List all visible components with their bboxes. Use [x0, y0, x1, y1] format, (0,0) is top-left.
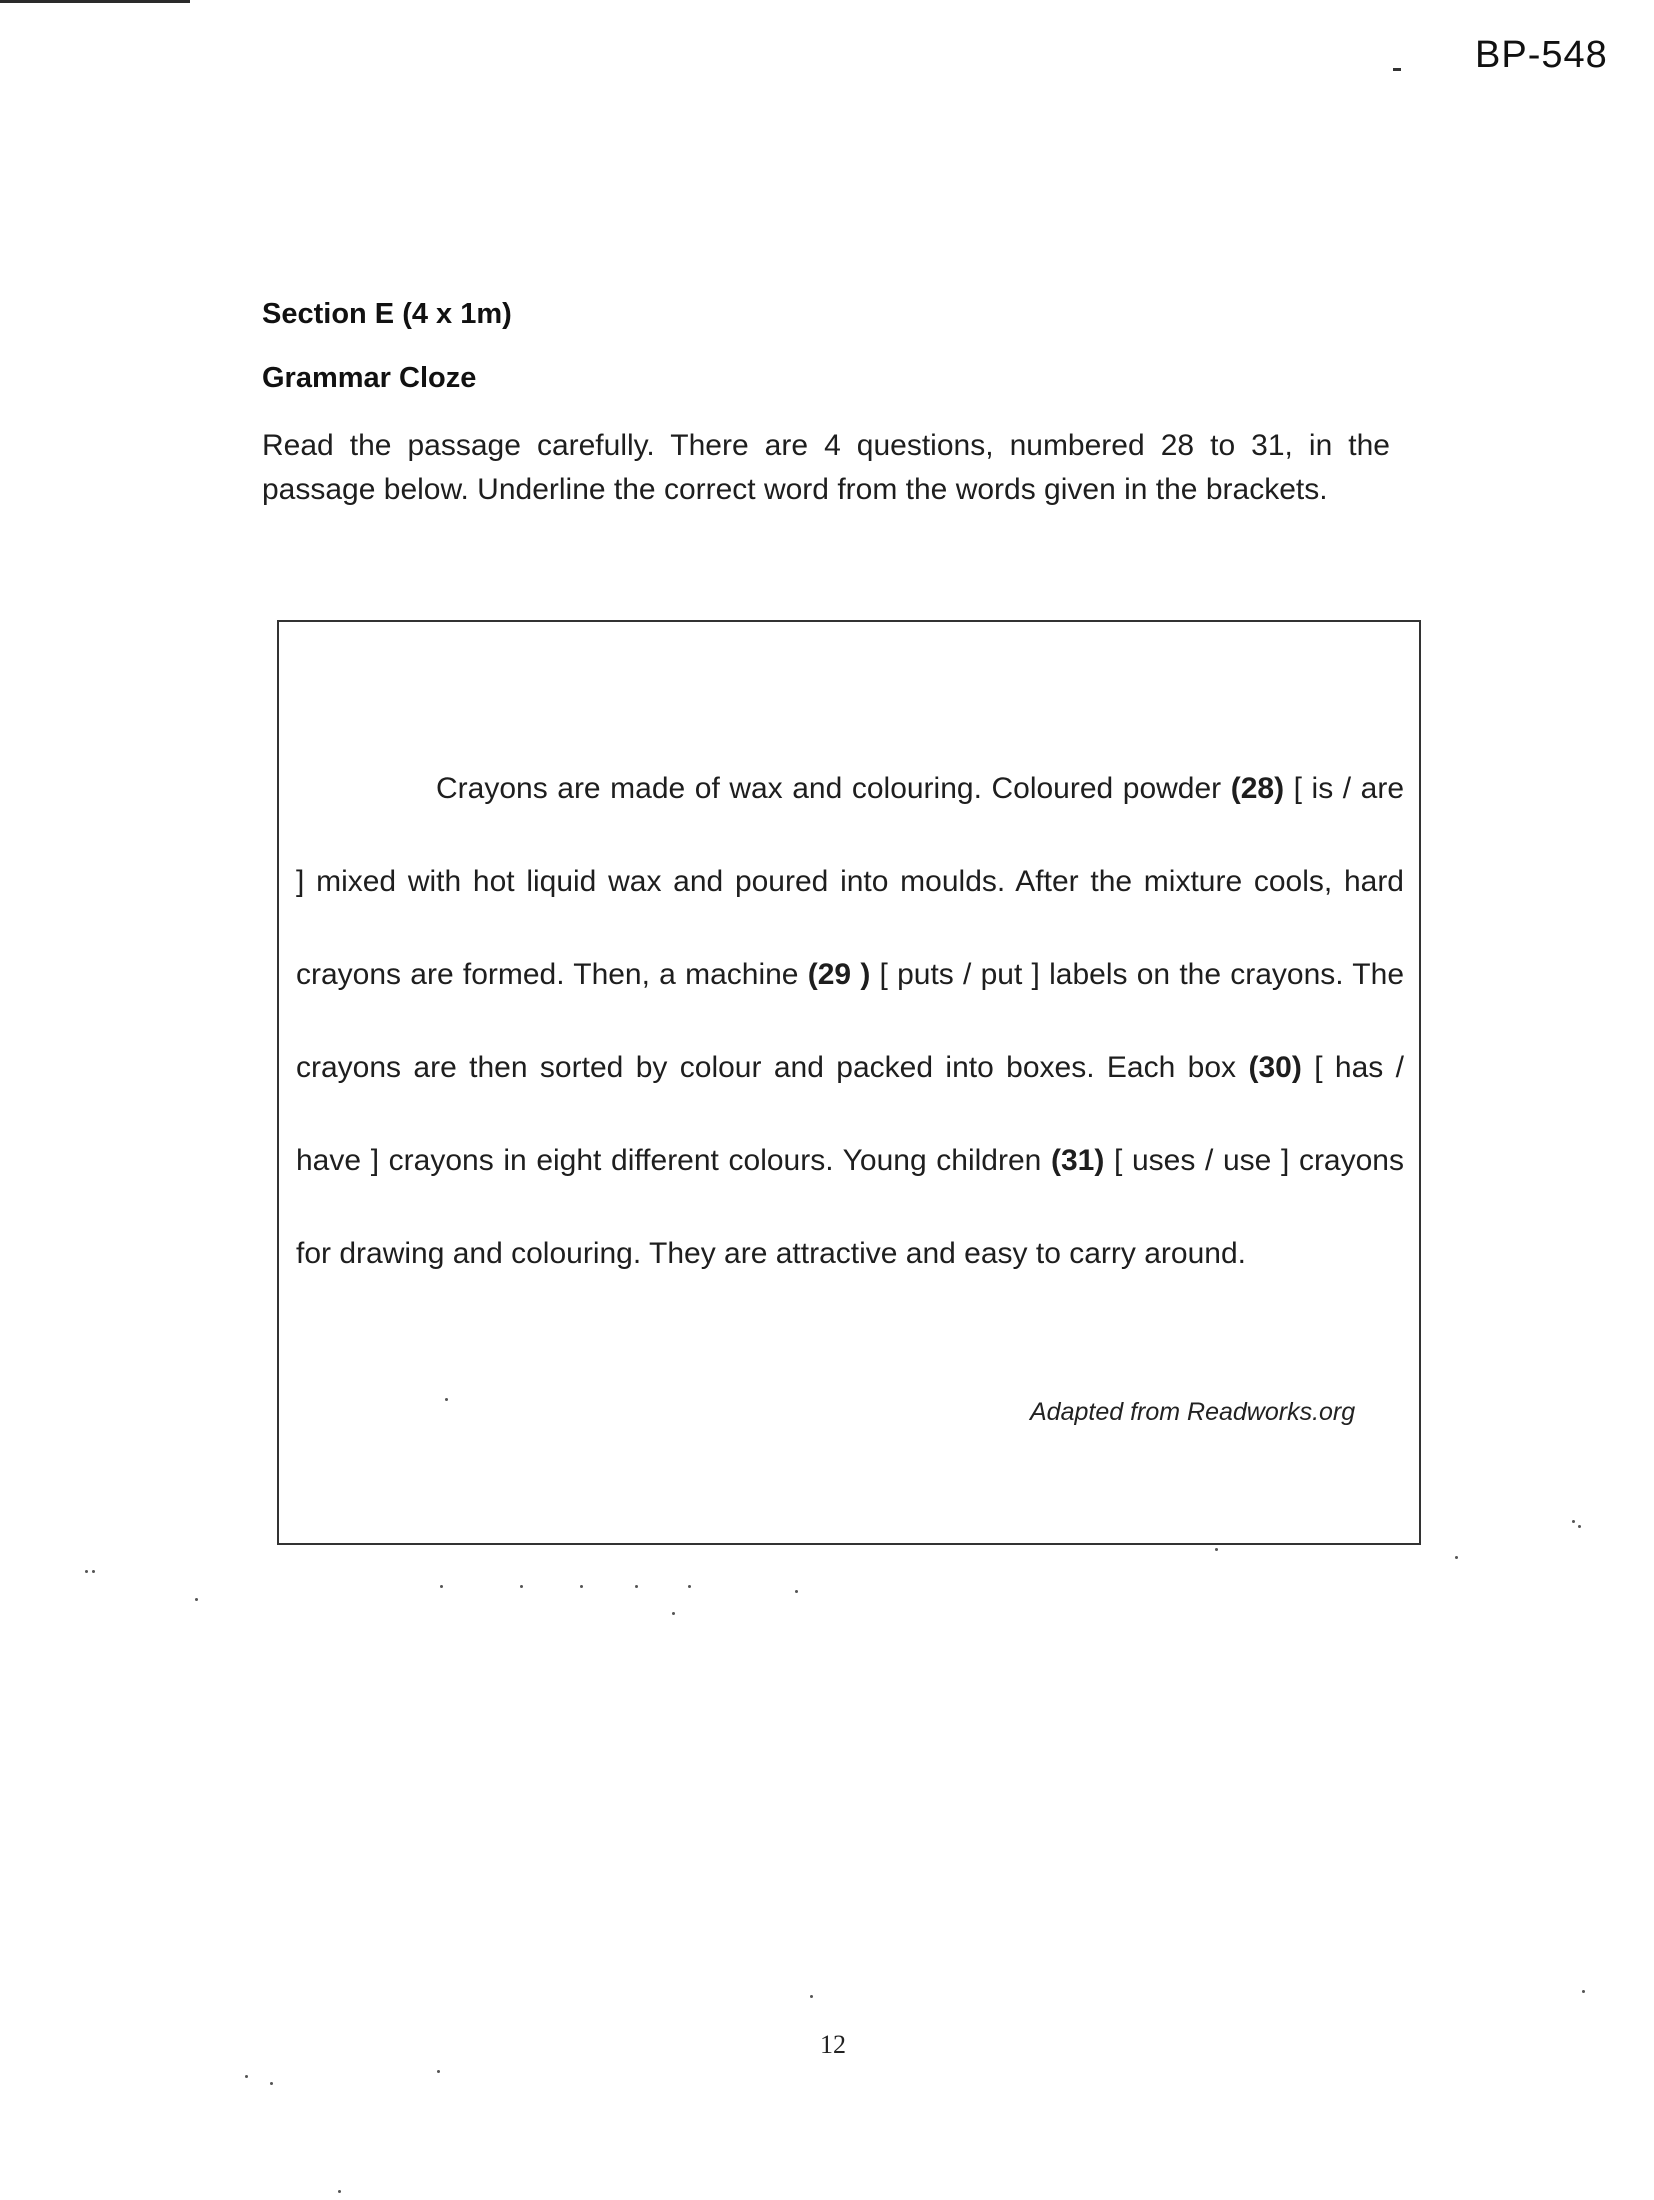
scan-speck [195, 1598, 198, 1601]
passage-sentence: mixed with hot liquid wax and poured into moulds. After the mixture cools, hard crayons are formed. Then, a machine [296, 865, 1404, 991]
scan-edge-line [0, 0, 190, 3]
scan-speck [85, 1570, 88, 1573]
scan-speck [245, 2075, 248, 2078]
scan-speck [1582, 1990, 1585, 1993]
scan-speck [635, 1585, 638, 1588]
question-options-31[interactable]: [ uses / use ] [1114, 1144, 1290, 1177]
scan-speck [92, 1570, 95, 1573]
scan-speck [338, 2190, 341, 2193]
question-options-30[interactable]: [ has / have ] [296, 1051, 1405, 1177]
question-options-29[interactable]: [ puts / put ] [879, 958, 1040, 991]
question-number-30: (30) [1248, 1051, 1302, 1084]
scan-mark [1393, 68, 1401, 71]
scan-speck [688, 1585, 691, 1588]
question-number-28: (28) [1230, 772, 1285, 805]
question-number-31: (31) [1051, 1144, 1105, 1177]
question-options-28[interactable]: [ is / are ] [296, 772, 1405, 898]
passage-sentence: labels on the crayons. The crayons are then sorted by colour and packed into boxes. Each box [296, 958, 1404, 1084]
section-heading: Section E (4 x 1m) [262, 298, 512, 330]
passage-source: Adapted from Readworks.org [1030, 1398, 1356, 1426]
scan-speck [445, 1398, 448, 1401]
paper-code: BP-548 [1475, 34, 1608, 76]
scan-speck [437, 2070, 440, 2073]
passage-text [296, 742, 1404, 1300]
scan-speck [810, 1995, 813, 1998]
instructions: Read the passage carefully. There are 4 questions, numbered 28 to 31, in the passage below. Underline the correct word from the words given in the brackets. [262, 429, 1390, 506]
section-subheading: Grammar Cloze [262, 362, 477, 394]
scan-speck [440, 1585, 443, 1588]
scan-speck [1572, 1520, 1575, 1523]
question-number-29: (29 ) [807, 958, 871, 991]
scan-speck [1215, 1548, 1218, 1551]
passage-sentence: Crayons are made of wax and colouring. Coloured powder [436, 772, 1222, 805]
passage-sentence: crayons for drawing and colouring. They are attractive and easy to carry around. [296, 1144, 1404, 1270]
scan-speck [1455, 1556, 1458, 1559]
passage-sentence: crayons in eight different colours. Young children [388, 1144, 1042, 1177]
page-number: 12 [820, 2030, 846, 2059]
scan-speck [520, 1585, 523, 1588]
scan-speck [580, 1585, 583, 1588]
scan-speck [270, 2082, 273, 2085]
scan-speck [672, 1612, 675, 1615]
scan-speck [1578, 1525, 1581, 1528]
scan-speck [795, 1590, 798, 1593]
